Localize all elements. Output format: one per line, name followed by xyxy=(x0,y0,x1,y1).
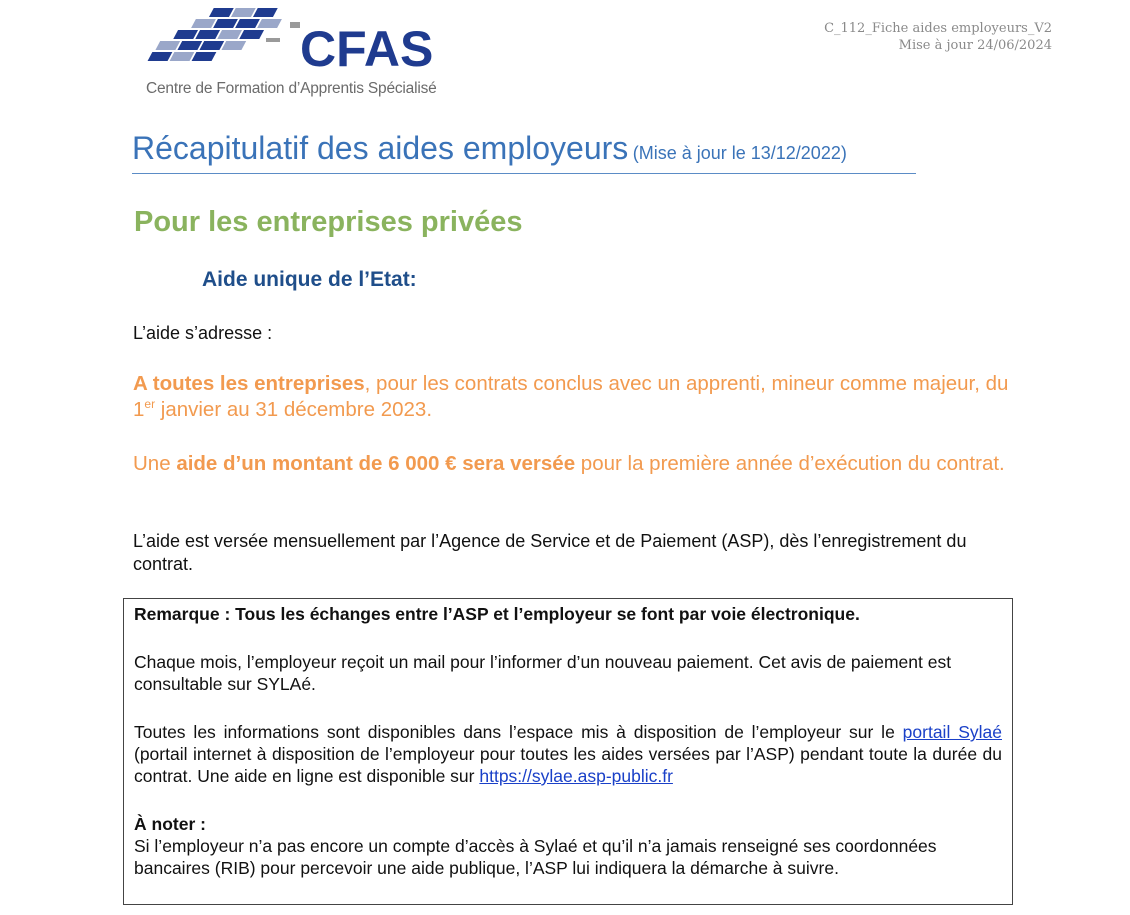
eligibility-bold: A toutes les entreprises xyxy=(133,372,365,395)
remark-box xyxy=(123,598,1013,905)
document-code: C_112_Fiche aides employeurs_V2 xyxy=(824,21,1052,36)
svg-text:CFAS: CFAS xyxy=(300,21,434,77)
section-title: Pour les entreprises privées xyxy=(134,206,523,238)
title-update-date: (Mise à jour le 13/12/2022) xyxy=(632,143,847,163)
note-heading: À noter : xyxy=(134,814,206,834)
note-text: Si l’employeur n’a pas encore un compte d’accès à Sylaé et qu’il n’a jamais renseigné ses coordonnées bancaires (RIB) pour percevoir une aide publique, l’ASP lui indiquera la démarche à suivre. xyxy=(134,836,937,878)
amount-paragraph: Une aide d’un montant de 6 000 € sera versée pour la première année d’exécution du contrat. xyxy=(133,452,1005,475)
cfas-logo xyxy=(140,0,450,105)
logo-tagline: Centre de Formation d’Apprentis Spécialisé xyxy=(146,80,437,97)
subsection-title: Aide unique de l’Etat: xyxy=(202,268,417,291)
portail-sylae-link[interactable]: portail Sylaé xyxy=(902,722,1002,742)
document-reference xyxy=(824,20,1052,54)
eligibility-paragraph: A toutes les entreprises, pour les contrats conclus avec un apprenti, mineur comme majeur, du 1er janvier au 31 décembre 2023. xyxy=(133,372,1009,421)
payment-paragraph: L’aide est versée mensuellement par l’Agence de Service et de Paiement (ASP), dès l’enregistrement du contrat. xyxy=(133,531,967,574)
document-update-date: Mise à jour 24/06/2024 xyxy=(898,38,1052,53)
intro-text: L’aide s’adresse : xyxy=(133,323,273,343)
remark-heading: Remarque : Tous les échanges entre l’ASP et l’employeur se font par voie électronique. xyxy=(134,604,860,624)
main-title: Récapitulatif des aides employeurs xyxy=(132,130,629,166)
remark-paragraph-2: Toutes les informations sont disponibles dans l’espace mis à disposition de l’employeur sur le portail Sylaé (portail internet à disposition de l’employeur pour toutes les aides versées par l’ASP) pendant toute la durée du contrat. Une aide en ligne est disponible sur https://sylae.asp-public.fr xyxy=(134,722,1002,786)
page-title xyxy=(132,130,916,174)
remark-paragraph-1: Chaque mois, l’employeur reçoit un mail pour l’informer d’un nouveau paiement. Cet avis de paiement est consultable sur SYLAé. xyxy=(134,652,952,694)
logo-tiles-icon xyxy=(140,0,450,80)
amount-bold: aide d’un montant de 6 000 € sera versée xyxy=(176,452,576,475)
sylae-url-link[interactable]: https://sylae.asp-public.fr xyxy=(479,766,673,786)
